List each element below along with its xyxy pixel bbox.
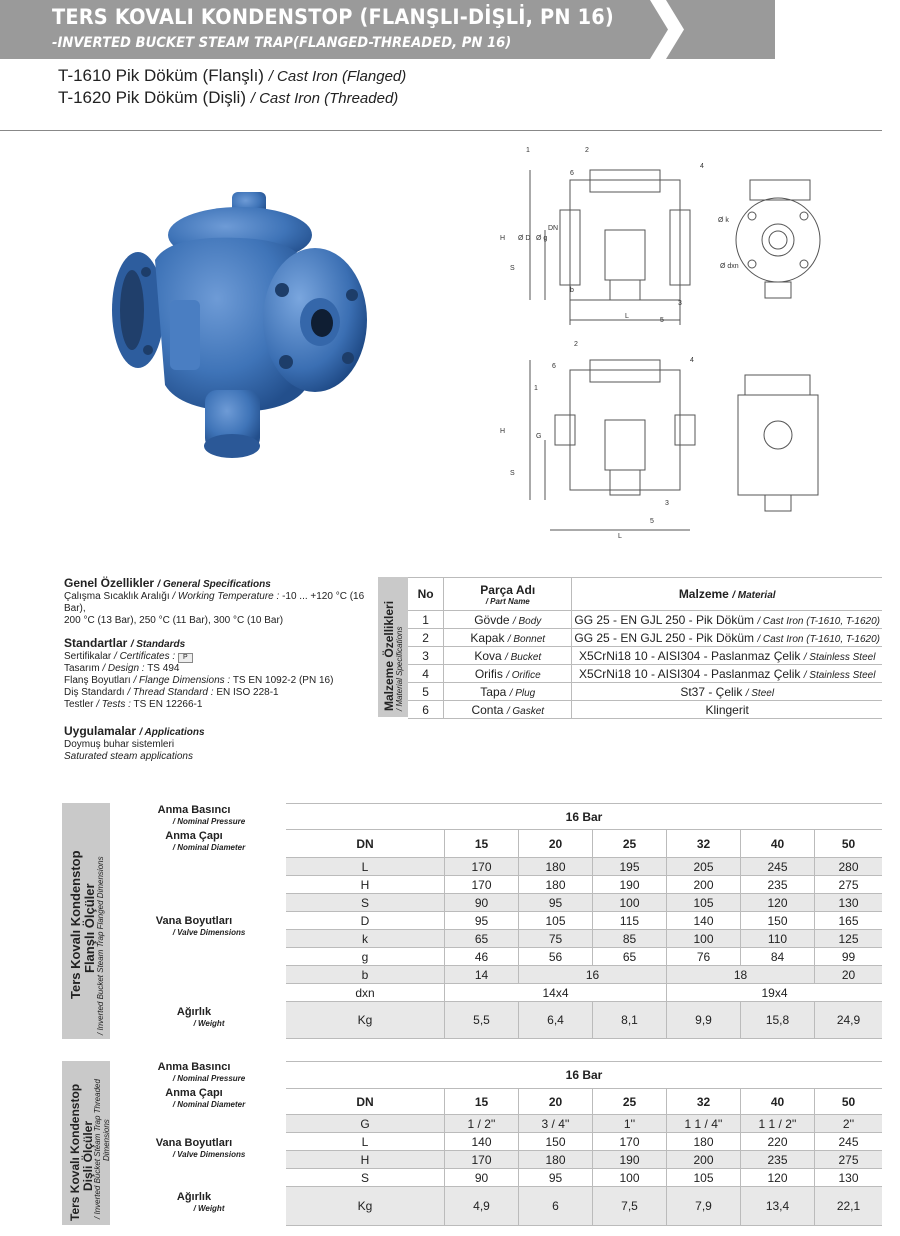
- table-row: L 140 150 170 180 220 245: [286, 1133, 882, 1151]
- flange-dimensions: Flanş Boyutları / Flange Dimensions : TS EN 1092-2 (PN 16): [64, 675, 334, 686]
- material-row: 3 Kova / Bucket X5CrNi18 10 - AISI304 - Paslanmaz Çelik / Stainless Steel: [408, 647, 882, 665]
- thread-standard: Diş Standardı / Thread Standard : EN ISO 228-1: [64, 687, 279, 698]
- dn-label: DN: [286, 830, 445, 858]
- flanged-side-title: Ters Kovalı Kondenstop Flanşlı Ölçüler / Inverted Bucket Steam Trap Flanged Dimensions: [62, 803, 110, 1039]
- technical-drawings: [490, 140, 850, 550]
- label-S: S: [510, 265, 515, 272]
- table-row: b 14 16 18 20: [286, 966, 882, 984]
- label-G: G: [536, 433, 542, 440]
- callout-6: 6: [570, 170, 574, 177]
- table-row: D 95 105 115 140 150 165: [286, 912, 882, 930]
- callout-3: 3: [678, 300, 682, 307]
- table-row: k 65 75 85 100 110 125: [286, 930, 882, 948]
- flanged-row-labels: [110, 803, 278, 1039]
- material-side-title: Malzeme Özellikleri / Material Specifications: [378, 577, 408, 717]
- table-row: Kg 4,9 6 7,5 7,9 13,4 22,1: [286, 1187, 882, 1226]
- threaded-dimensions-section: [62, 1061, 882, 1225]
- material-table: [408, 577, 882, 719]
- callout-1b: 1: [534, 385, 538, 392]
- label-L-threaded: L: [618, 533, 622, 540]
- material-row: 6 Conta / Gasket Klingerit: [408, 701, 882, 719]
- table-row: S 90 95 100 105 120 130: [286, 1169, 882, 1187]
- nominal-diameter-label: Anma Çapı / Nominal Diameter: [165, 830, 246, 852]
- callout-5: 5: [660, 317, 664, 324]
- tests: Testler / Tests : TS EN 12266-1: [64, 699, 203, 710]
- table-row: G 1 / 2'' 3 / 4'' 1'' 1 1 / 4'' 1 1 / 2'' 2'': [286, 1115, 882, 1133]
- table-row: dxn 14x4 19x4: [286, 984, 882, 1002]
- material-row: 1 Gövde / Body GG 25 - EN GJL 250 - Pik Döküm / Cast Iron (T-1610, T-1620): [408, 611, 882, 629]
- callout-3b: 3: [665, 500, 669, 507]
- label-H: H: [500, 235, 506, 242]
- col-material: Malzeme / Material: [572, 578, 882, 611]
- table-row: H 170 180 190 200 235 275: [286, 1151, 882, 1169]
- material-row: 4 Orifis / Orifice X5CrNi18 10 - AISI304 - Paslanmaz Çelik / Stainless Steel: [408, 665, 882, 683]
- applications-line-1: Doymuş buhar sistemleri: [64, 739, 175, 750]
- callout-5b: 5: [650, 518, 654, 525]
- valve-dimensions-label: Vana Boyutları / Valve Dimensions: [155, 915, 246, 937]
- table-row: S 90 95 100 105 120 130: [286, 894, 882, 912]
- applications-line-2: Saturated steam applications: [64, 751, 193, 762]
- label-b: b: [570, 287, 574, 294]
- table-row: H 170 180 190 200 235 275: [286, 876, 882, 894]
- nominal-diameter-label: Anma Çapı / Nominal Diameter: [165, 1087, 246, 1109]
- valve-dimensions-label: Vana Boyutları / Valve Dimensions: [155, 1137, 246, 1159]
- standards-heading: Standartlar / Standards: [64, 636, 186, 650]
- label-L: L: [625, 313, 629, 320]
- weight-label: Ağırlık / Weight: [176, 1006, 225, 1028]
- certificate-badge: P: [178, 653, 193, 663]
- threaded-row-labels: [110, 1061, 278, 1225]
- label-k: Ø k: [718, 217, 729, 224]
- nominal-pressure-label: Anma Basıncı / Nominal Pressure: [157, 1061, 246, 1083]
- callout-4: 4: [700, 163, 704, 170]
- label-S-threaded: S: [510, 470, 515, 477]
- design: Tasarım / Design : TS 494: [64, 663, 180, 674]
- table-row: L 170 180 195 205 245 280: [286, 858, 882, 876]
- general-specifications: [64, 577, 374, 763]
- pressure-value: 16 Bar: [286, 804, 882, 830]
- flanged-dimensions-table: 16 Bar DN 15 20 25 32 40 50 L 170 180 195 205 245 280 H 170 180 190 200 235 275 S 90 95 100 105 120 130 D 95 105 115 140 150 165 k 65 75 85 100 110 125 g 46 56 65 76 84 99 b 14 16 18 20 dxn 14x4 19x4 Kg 5,5 6,4 8,1 9,9 15,8 24,9: [286, 803, 882, 1039]
- divider: [0, 130, 882, 131]
- product-photo: [110, 190, 368, 460]
- callout-2b: 2: [574, 341, 578, 348]
- certificates: Sertifikalar / Certificates : P: [64, 651, 374, 663]
- callout-6b: 6: [552, 363, 556, 370]
- callout-4b: 4: [690, 357, 694, 364]
- chevron-right-icon: [638, 0, 688, 59]
- col-part: Parça Adı / Part Name: [444, 578, 572, 611]
- pressure-value: 16 Bar: [286, 1062, 882, 1089]
- working-temperature-2: 200 °C (13 Bar), 250 °C (11 Bar), 300 °C (10 Bar): [64, 615, 284, 626]
- threaded-dimensions-table: 16 Bar DN 15 20 25 32 40 50 G 1 / 2'' 3 / 4'' 1'' 1 1 / 4'' 1 1 / 2'' 2'' L 140 150 170 180 220 245 H 170 180 190 200 235 275 S 90 95 100 105 120 130 Kg 4,9 6 7,5 7,9 13,4 22,1: [286, 1061, 882, 1226]
- applications-heading: Uygulamalar / Applications: [64, 724, 205, 738]
- label-H-threaded: H: [500, 428, 506, 435]
- page-title: TERS KOVALI KONDENSTOP (FLANŞLI-DİŞLİ, PN 16): [52, 5, 614, 29]
- model-line-flanged: T-1610 Pik Döküm (Flanşlı) / Cast Iron (Flanged): [58, 66, 407, 85]
- callout-2: 2: [585, 147, 589, 154]
- page-subtitle: -INVERTED BUCKET STEAM TRAP(FLANGED-THREADED, PN 16): [52, 35, 512, 51]
- label-DN: DN: [548, 225, 559, 232]
- label-D: Ø D: [518, 235, 531, 242]
- table-row: Kg 5,5 6,4 8,1 9,9 15,8 24,9: [286, 1002, 882, 1039]
- weight-label: Ağırlık / Weight: [176, 1191, 225, 1213]
- dn-label: DN: [286, 1089, 445, 1115]
- label-dxn: Ø dxn: [720, 263, 739, 270]
- material-row: 2 Kapak / Bonnet GG 25 - EN GJL 250 - Pik Döküm / Cast Iron (T-1610, T-1620): [408, 629, 882, 647]
- threaded-side-title: Ters Kovalı Kondenstop Dişli Ölçüler / Inverted Bucket Steam Trap Threaded Dimensions: [62, 1061, 110, 1225]
- table-row: g 46 56 65 76 84 99: [286, 948, 882, 966]
- callout-1: 1: [526, 147, 530, 154]
- col-no: No: [408, 578, 444, 611]
- label-g: Ø g: [536, 235, 548, 242]
- general-heading: Genel Özellikler / General Specifications: [64, 576, 271, 590]
- model-line-threaded: T-1620 Pik Döküm (Dişli) / Cast Iron (Threaded): [58, 88, 399, 107]
- nominal-pressure-label: Anma Basıncı / Nominal Pressure: [157, 804, 246, 826]
- working-temperature: Çalışma Sıcaklık Aralığı / Working Temperature : -10 ... +120 °C (16 Bar),: [64, 591, 365, 614]
- material-row: 5 Tapa / Plug St37 - Çelik / Steel: [408, 683, 882, 701]
- flanged-dimensions-section: [62, 803, 882, 1039]
